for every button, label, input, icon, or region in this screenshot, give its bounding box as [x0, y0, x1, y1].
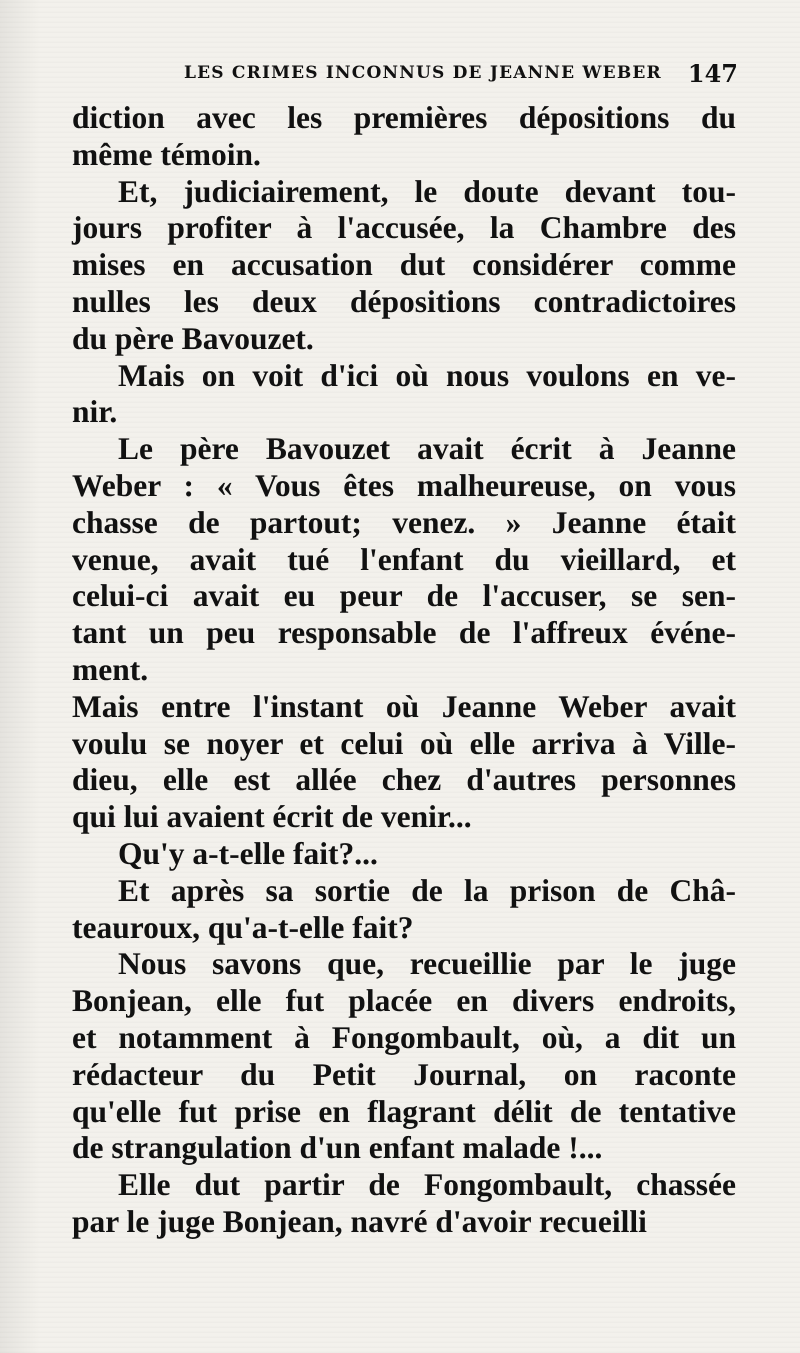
page-number: 147 — [687, 58, 738, 88]
text-line: jours profiter à l'accusée, la Chambre des — [72, 210, 736, 246]
text-line: celui-ci avait eu peur de l'accuser, se sen- — [72, 578, 736, 614]
text-line: rédacteur du Petit Journal, on raconte — [72, 1056, 736, 1092]
text-line: et notamment à Fongombault, où, a dit un — [72, 1019, 736, 1055]
paragraph — [72, 100, 736, 174]
paragraph — [72, 873, 736, 947]
text-line: nir. — [72, 394, 118, 430]
text-line: par le juge Bonjean, navré d'avoir recueilli — [72, 1203, 647, 1239]
paragraph — [72, 689, 736, 836]
text-line: voulu se noyer et celui où elle arriva à Ville- — [72, 725, 736, 761]
text-line: de strangulation d'un enfant malade !... — [72, 1130, 603, 1166]
text-line: qui lui avaient écrit de venir... — [72, 799, 472, 835]
text-line: même témoin. — [72, 136, 261, 172]
text-line: teauroux, qu'a-t-elle fait? — [72, 909, 414, 945]
text-line: Mais entre l'instant où Jeanne Weber avait — [72, 688, 736, 724]
text-line: mises en accusation dut considérer comme — [72, 247, 736, 283]
text-line: tant un peu responsable de l'affreux événe- — [72, 615, 736, 651]
text-line: Bonjean, elle fut placée en divers endroits, — [72, 983, 736, 1019]
paragraph — [72, 946, 736, 1167]
text-line: qu'elle fut prise en flagrant délit de tentative — [72, 1093, 736, 1129]
text-line: Qu'y a-t-elle fait?... — [118, 835, 378, 871]
text-line: Mais on voit d'ici où nous voulons en ve- — [118, 357, 736, 393]
paragraph — [72, 174, 736, 358]
text-line: ment. — [72, 651, 149, 687]
text-line: nulles les deux dépositions contradictoires — [72, 283, 736, 319]
text-line: Le père Bavouzet avait écrit à Jeanne — [118, 431, 736, 467]
text-line: dieu, elle est allée chez d'autres personnes — [72, 762, 736, 798]
running-head — [184, 58, 738, 88]
paragraph — [72, 358, 736, 432]
paragraph — [72, 431, 736, 689]
running-title: LES CRIMES INCONNUS DE JEANNE WEBER — [184, 63, 662, 83]
paragraph — [72, 836, 736, 873]
body-text — [72, 100, 736, 1241]
text-line: chasse de partout; venez. » Jeanne était — [72, 504, 736, 540]
text-line: Weber : « Vous êtes malheureuse, on vous — [72, 467, 736, 503]
paragraph — [72, 1167, 736, 1241]
text-line: Et, judiciairement, le doute devant tou- — [118, 173, 736, 209]
text-line: venue, avait tué l'enfant du vieillard, et — [72, 541, 736, 577]
text-line: Elle dut partir de Fongombault, chassée — [118, 1167, 736, 1203]
text-line: diction avec les premières dépositions du — [72, 100, 736, 135]
text-line: Et après sa sortie de la prison de Châ- — [118, 872, 736, 908]
text-line: du père Bavouzet. — [72, 320, 314, 356]
text-line: Nous savons que, recueillie par le juge — [118, 946, 736, 982]
